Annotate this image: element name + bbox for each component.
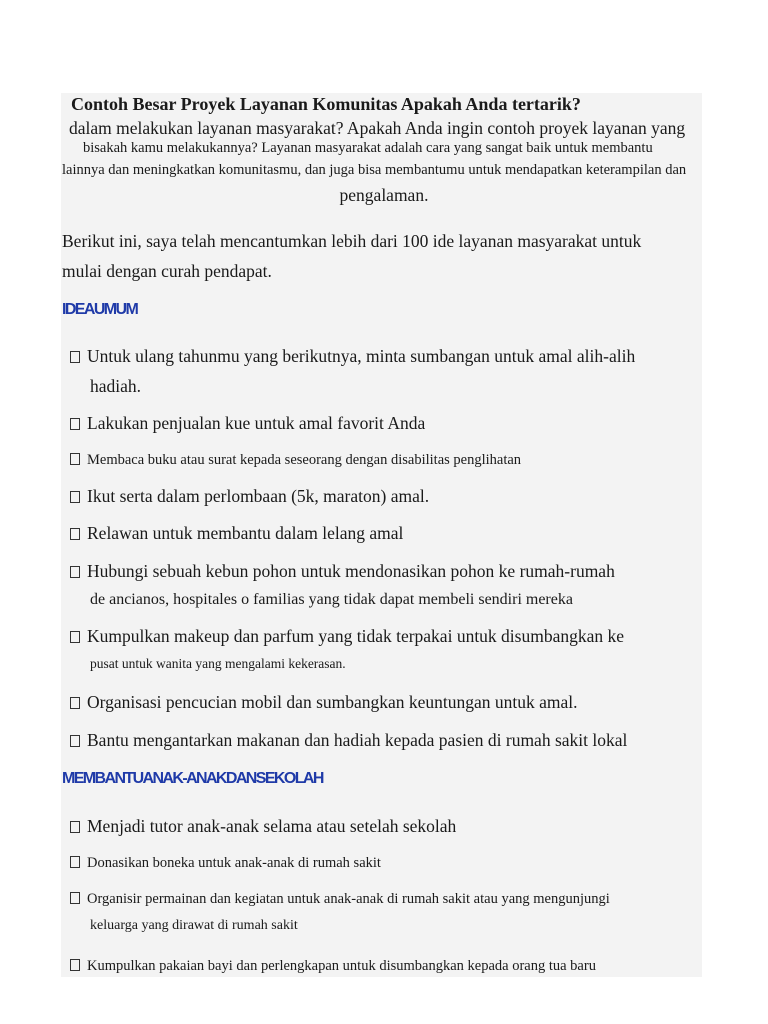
list-item-text: Menjadi tutor anak-anak selama atau setelah sekolah	[87, 816, 457, 836]
list-item	[70, 855, 381, 872]
checkbox-bullet-icon	[70, 566, 80, 578]
checkbox-bullet-icon	[70, 959, 80, 971]
checkbox-bullet-icon	[70, 821, 80, 833]
checkbox-bullet-icon	[70, 528, 80, 540]
document-title: Contoh Besar Proyek Layanan Komunitas Apakah Anda tertarik?	[71, 94, 581, 114]
list-item-text: Bantu mengantarkan makanan dan hadiah kepada pasien di rumah sakit lokal	[87, 730, 628, 750]
list-item-text: Hubungi sebuah kebun pohon untuk mendonasikan pohon ke rumah-rumah	[87, 561, 615, 581]
list-item-text: Organisasi pencucian mobil dan sumbangkan keuntungan untuk amal.	[87, 692, 578, 712]
intro-line: dalam melakukan layanan masyarakat? Apakah Anda ingin contoh proyek layanan yang	[69, 118, 686, 138]
section-heading-umum: IDEAUMUM	[62, 301, 138, 318]
list-item	[70, 561, 615, 582]
checkbox-bullet-icon	[70, 491, 80, 503]
list-item-text: Kumpulkan pakaian bayi dan perlengkapan untuk disumbangkan kepada orang tua baru	[87, 958, 596, 974]
list-item	[70, 692, 578, 713]
list-item-text: Relawan untuk membantu dalam lelang amal	[87, 523, 404, 543]
list-item-continuation: de ancianos, hospitales o familias yang tidak dapat membeli sendiri mereka	[90, 591, 573, 608]
list-item-text: Lakukan penjualan kue untuk amal favorit Anda	[87, 413, 426, 433]
list-item-text: Donasikan boneka untuk anak-anak di rumah sakit	[87, 855, 381, 871]
list-item	[70, 413, 425, 434]
list-item-continuation: pusat untuk wanita yang mengalami kekerasan.	[90, 656, 346, 671]
list-item-continuation: keluarga yang dirawat di rumah sakit	[90, 918, 298, 933]
list-item	[70, 346, 635, 367]
list-item	[70, 891, 610, 908]
list-item	[70, 626, 624, 647]
list-item-text: Ikut serta dalam perlombaan (5k, maraton) amal.	[87, 486, 430, 506]
list-item-text: Kumpulkan makeup dan parfum yang tidak terpakai untuk disumbangkan ke	[87, 626, 625, 646]
paragraph-line: mulai dengan curah pendapat.	[62, 261, 272, 281]
checkbox-bullet-icon	[70, 453, 80, 465]
list-item	[70, 523, 403, 544]
checkbox-bullet-icon	[70, 856, 80, 868]
checkbox-bullet-icon	[70, 351, 80, 363]
list-item	[70, 452, 521, 469]
checkbox-bullet-icon	[70, 631, 80, 643]
paragraph-line: Berikut ini, saya telah mencantumkan lebih dari 100 ide layanan masyarakat untuk	[62, 231, 642, 251]
list-item-text: Membaca buku atau surat kepada seseorang dengan disabilitas penglihatan	[87, 452, 522, 468]
list-item	[70, 958, 596, 975]
list-item	[70, 486, 429, 507]
checkbox-bullet-icon	[70, 892, 80, 904]
checkbox-bullet-icon	[70, 697, 80, 709]
intro-line: lainnya dan meningkatkan komunitasmu, dan juga bisa membantumu untuk mendapatkan keterampilan dan	[62, 162, 687, 178]
checkbox-bullet-icon	[70, 418, 80, 430]
list-item-text: Organisir permainan dan kegiatan untuk anak-anak di rumah sakit atau yang mengunjungi	[87, 891, 610, 907]
list-item-continuation: hadiah.	[90, 376, 142, 396]
section-heading-anak-sekolah: MEMBANTUANAK-ANAKDANSEKOLAH	[62, 770, 323, 787]
checkbox-bullet-icon	[70, 735, 80, 747]
list-item	[70, 730, 627, 751]
intro-line: pengalaman.	[339, 185, 429, 205]
list-item-text: Untuk ulang tahunmu yang berikutnya, minta sumbangan untuk amal alih-alih	[87, 346, 636, 366]
list-item	[70, 816, 456, 837]
intro-line: bisakah kamu melakukannya? Layanan masyarakat adalah cara yang sangat baik untuk membantu	[83, 140, 653, 156]
